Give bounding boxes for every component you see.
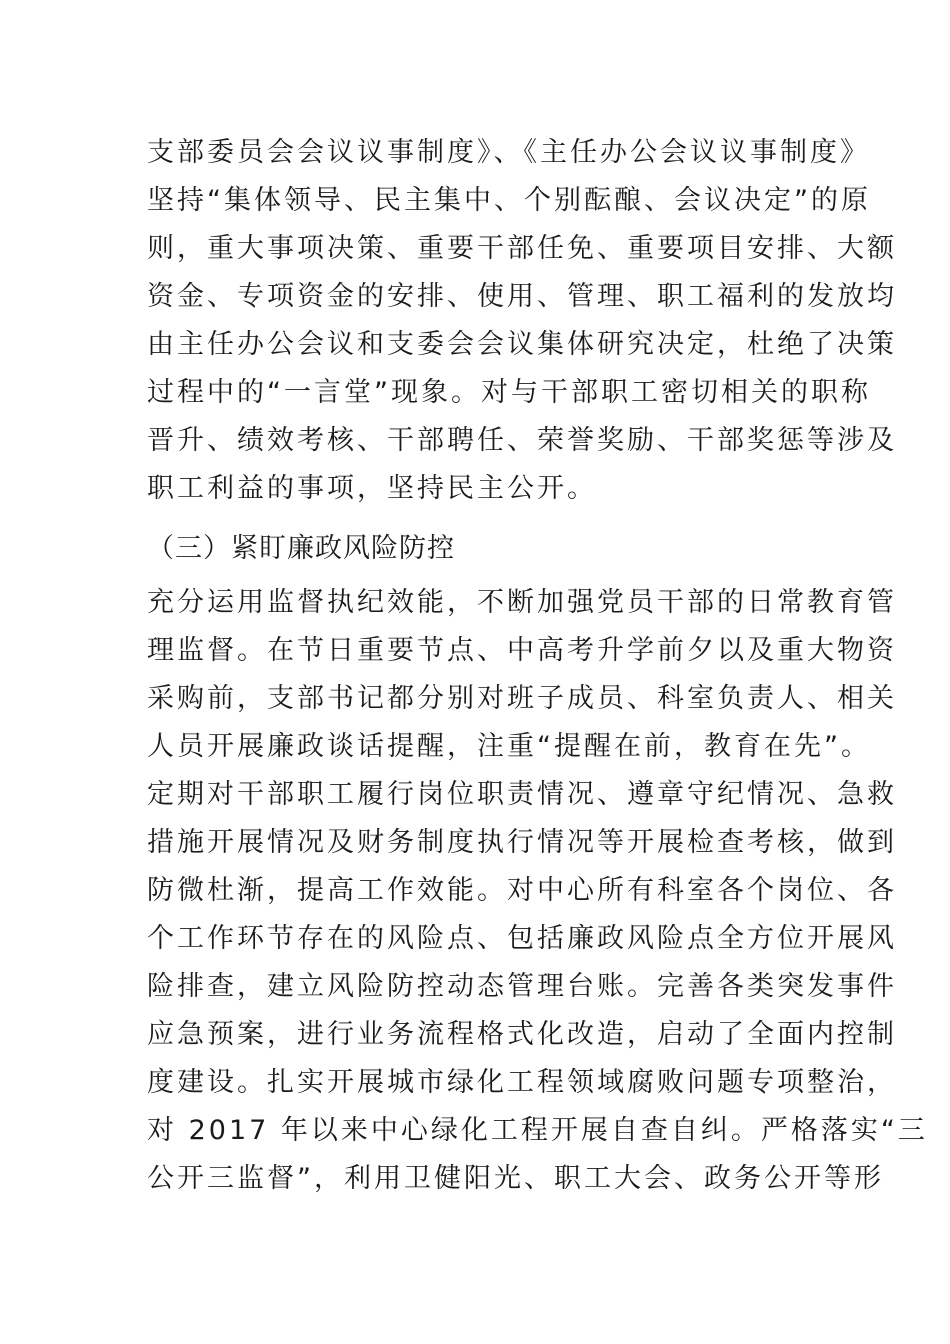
body-text-line: 对 2017 年以来中心绿化工程开展自查自纠。严格落实“三: [147, 1115, 928, 1146]
section-heading: （三）紧盯廉政风险防控: [147, 533, 455, 564]
body-text-line: 理监督。在节日重要节点、中高考升学前夕以及重大物资: [147, 635, 897, 666]
body-text-line: 度建设。扎实开展城市绿化工程领域腐败问题专项整治，: [147, 1067, 897, 1098]
body-text-line: 支部委员会会议议事制度》、《主任办公会议议事制度》: [147, 137, 870, 168]
body-text-line: 防微杜渐，提高工作效能。对中心所有科室各个岗位、各: [147, 875, 897, 906]
body-text-line: 则，重大事项决策、重要干部任免、重要项目安排、大额: [147, 233, 897, 264]
body-text-line: 充分运用监督执纪效能，不断加强党员干部的日常教育管: [147, 587, 897, 618]
body-text-line: 个工作环节存在的风险点、包括廉政风险点全方位开展风: [147, 923, 897, 954]
body-text-line: 职工利益的事项，坚持民主公开。: [147, 473, 597, 504]
body-text-line: 过程中的“一言堂”现象。对与干部职工密切相关的职称: [147, 377, 871, 408]
body-text-line: 采购前，支部书记都分别对班子成员、科室负责人、相关: [147, 683, 897, 714]
body-text-line: 险排查，建立风险防控动态管理台账。完善各类突发事件: [147, 971, 897, 1002]
body-text-line: 人员开展廉政谈话提醒，注重“提醒在前，教育在先”。: [147, 731, 871, 762]
body-text-line: 措施开展情况及财务制度执行情况等开展检查考核，做到: [147, 827, 897, 858]
body-text-line: 坚持“集体领导、民主集中、个别酝酿、会议决定”的原: [147, 185, 871, 216]
body-text-line: 公开三监督”，利用卫健阳光、职工大会、政务公开等形: [147, 1163, 884, 1194]
body-text-line: 定期对干部职工履行岗位职责情况、遵章守纪情况、急救: [147, 779, 897, 810]
body-text-line: 资金、专项资金的安排、使用、管理、职工福利的发放均: [147, 281, 897, 312]
body-text-line: 晋升、绩效考核、干部聘任、荣誉奖励、干部奖惩等涉及: [147, 425, 897, 456]
body-text-line: 由主任办公会议和支委会会议集体研究决定，杜绝了决策: [147, 329, 897, 360]
body-text-line: 应急预案，进行业务流程格式化改造，启动了全面内控制: [147, 1019, 897, 1050]
